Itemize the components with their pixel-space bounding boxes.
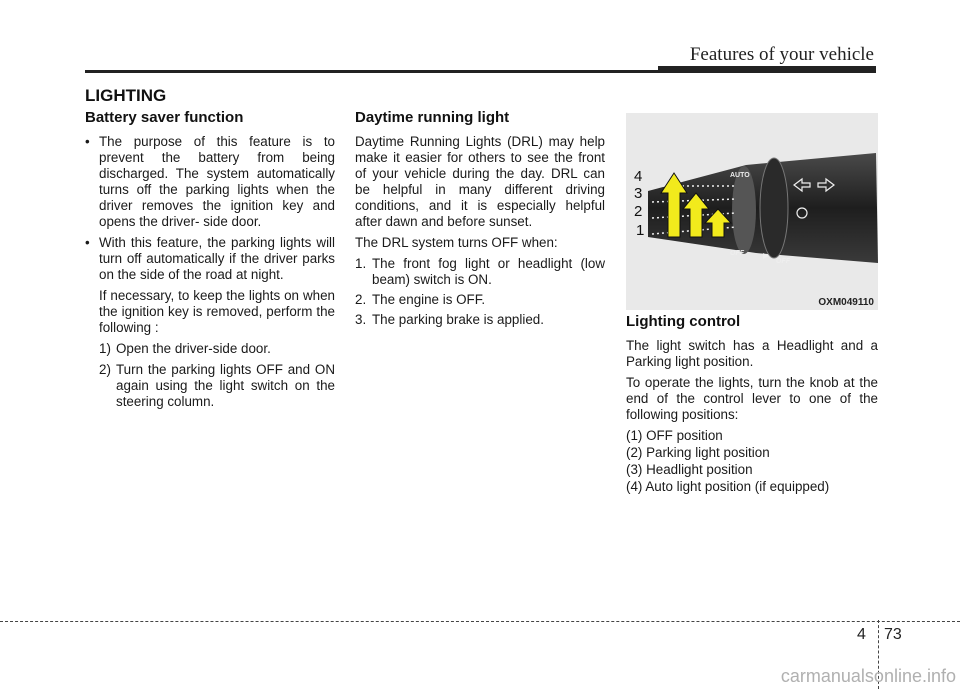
position-item: (4) Auto light position (if equipped) xyxy=(626,479,830,494)
position-number-3: 3 xyxy=(634,185,643,202)
light-switch-figure xyxy=(626,113,878,310)
watermark: carmanualsonline.info xyxy=(780,666,956,686)
knob-ring xyxy=(732,166,756,254)
lighting-control-heading: Lighting control xyxy=(626,313,741,330)
drl-condition-2 xyxy=(355,292,605,308)
condition-text: The engine is OFF. xyxy=(372,292,486,307)
condition-text: The front fog light or headlight (low beam) switch is ON. xyxy=(372,256,605,287)
position-item: (2) Parking light position xyxy=(626,445,770,460)
battery-saver-heading: Battery saver function xyxy=(85,109,244,126)
condition-number: 2. xyxy=(355,292,367,307)
off-label-1: OFF xyxy=(730,250,744,257)
header-title: Features of your vehicle xyxy=(689,44,874,65)
drl-section xyxy=(355,110,605,332)
battery-saver-bullet-2: • With this feature, the parking lights will turn off automatically if the driver parks on the side of the road at night. xyxy=(85,235,335,283)
condition-text: The parking brake is applied. xyxy=(372,312,544,327)
drl-off-when: The DRL system turns OFF when: xyxy=(355,235,558,250)
footer-rule xyxy=(0,621,960,622)
condition-number: 3. xyxy=(355,312,367,327)
light-switch-illustration xyxy=(626,113,878,310)
position-number-2: 2 xyxy=(634,203,643,220)
drl-condition-1 xyxy=(355,256,605,288)
off-label-2: OFF xyxy=(776,258,790,265)
chapter-number: 4 xyxy=(857,626,866,643)
position-number-4: 4 xyxy=(634,168,643,185)
drl-condition-3 xyxy=(355,312,605,328)
drl-heading: Daytime running light xyxy=(355,109,510,126)
figure-code: OXM049110 xyxy=(818,297,874,308)
battery-saver-section xyxy=(85,110,335,415)
step-text: Open the driver-side door. xyxy=(116,341,271,356)
lighting-control-intro-1: The light switch has a Headlight and a Parking light position. xyxy=(626,338,878,369)
page-number: 73 xyxy=(884,626,902,643)
step-number: 2) xyxy=(99,362,111,377)
battery-saver-step-2 xyxy=(85,362,335,410)
position-item: (3) Headlight position xyxy=(626,462,753,477)
battery-saver-bullet-1: • The purpose of this feature is to prevent the battery from being discharged. The system automatically turns off the parking lights when the driver removes the ignition key and opens the driver- side door. xyxy=(85,134,335,230)
battery-saver-step-1 xyxy=(85,341,335,357)
battery-saver-note: If necessary, to keep the lights on when the ignition key is removed, perform the following : xyxy=(99,288,335,335)
drl-intro: Daytime Running Lights (DRL) may help make it easier for others to see the front of your vehicle during the day. DRL can be helpful in many different driving conditions, and it is especially helpful after dawn and before sunset. xyxy=(355,134,605,229)
position-item: (1) OFF position xyxy=(626,428,723,443)
section-title: LIGHTING xyxy=(85,86,167,105)
knob-outer xyxy=(760,158,788,258)
lighting-control-section xyxy=(626,314,878,496)
position-number-1: 1 xyxy=(636,222,645,239)
condition-number: 1. xyxy=(355,256,367,271)
step-number: 1) xyxy=(99,341,111,356)
header-rule-thick xyxy=(658,66,876,73)
step-text: Turn the parking lights OFF and ON again using the light switch on the steering column. xyxy=(116,362,335,409)
lighting-control-intro-2: To operate the lights, turn the knob at the end of the control lever to one of the following positions: xyxy=(626,375,878,422)
auto-label: AUTO xyxy=(730,172,750,179)
